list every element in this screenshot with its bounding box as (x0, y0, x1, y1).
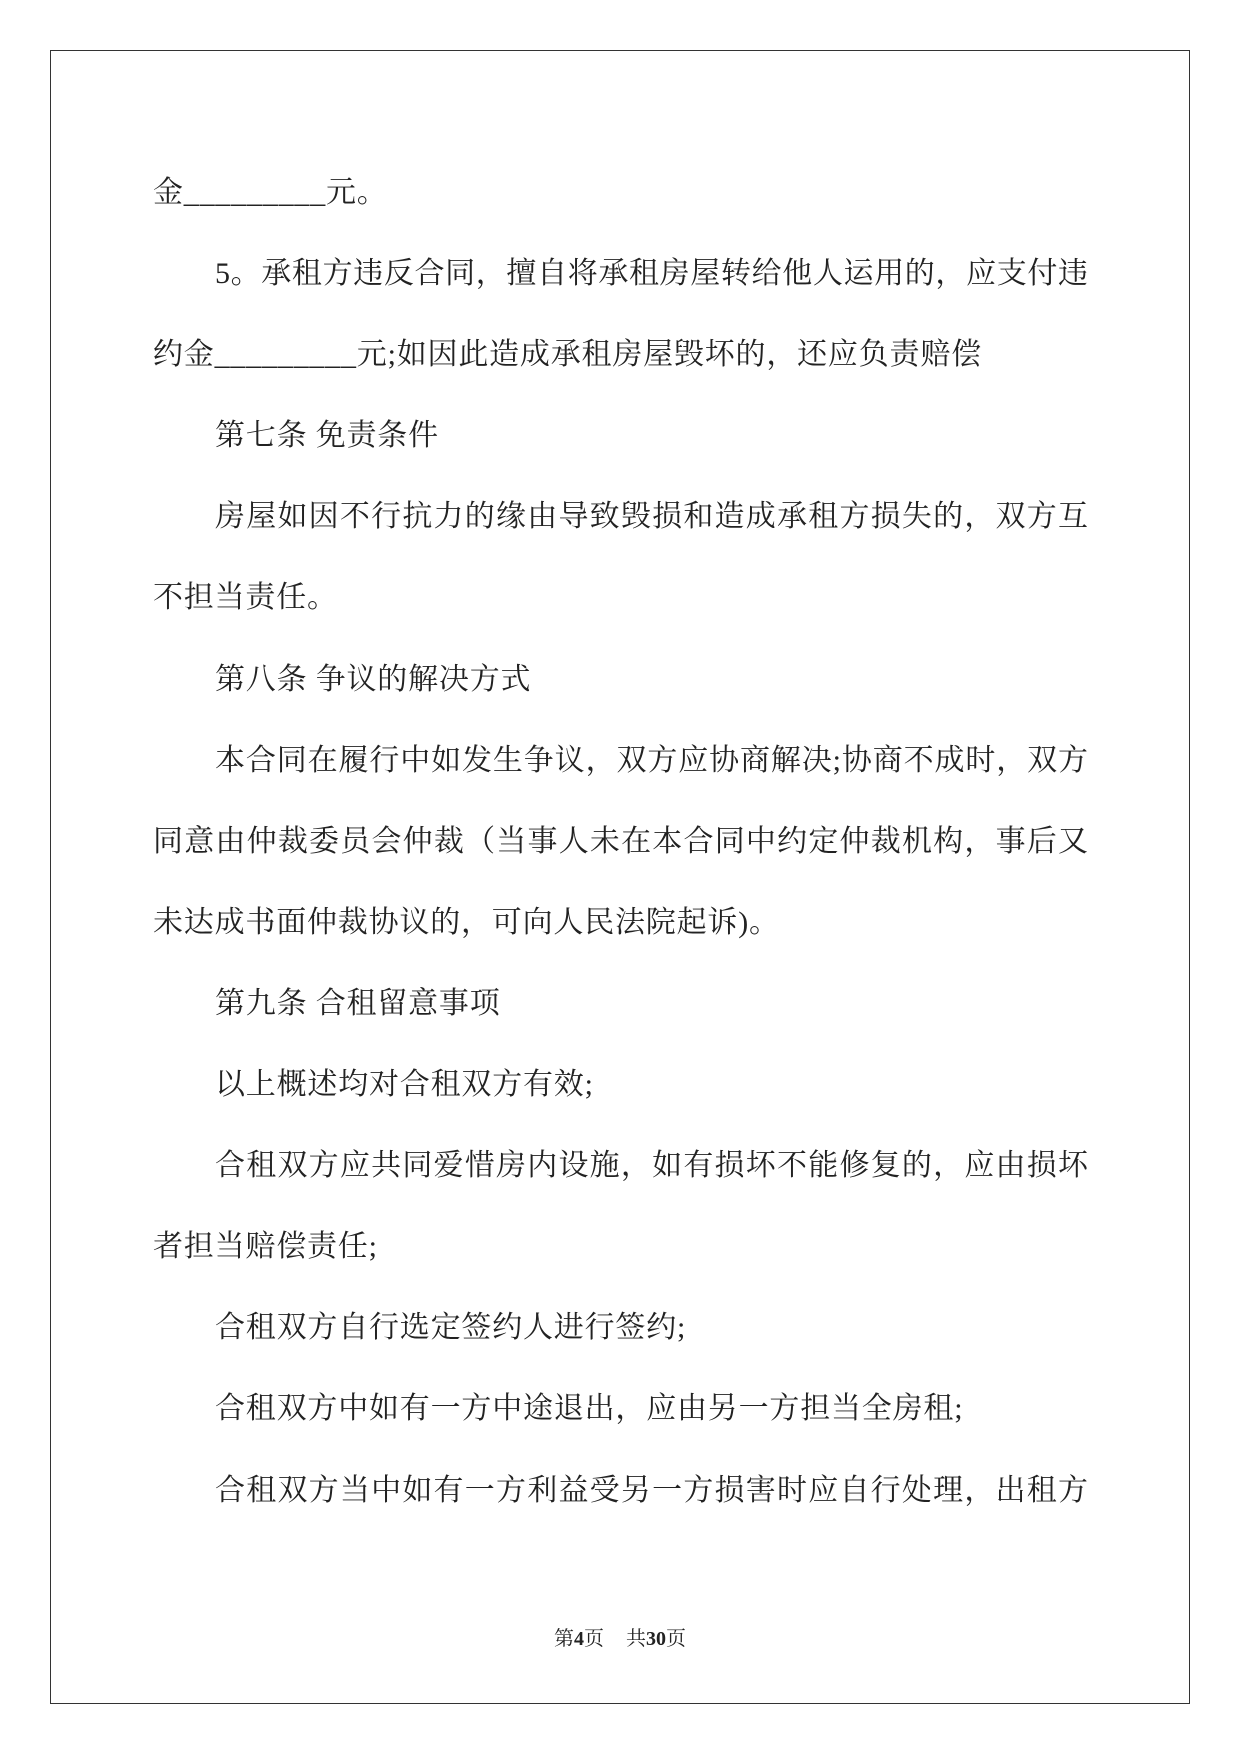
paragraph-line: 金_________元。 (153, 176, 388, 209)
total-pages: 30 (646, 1628, 666, 1650)
paragraph-line: 房屋如因不行抗力的缘由导致毁损和造成承租方损失的，双方互 (215, 500, 1088, 534)
total-prefix: 共 (626, 1628, 646, 1650)
paragraph-line: 者担当赔偿责任; (153, 1230, 378, 1264)
paragraph-line: 5。承租方违反合同，擅自将承租房屋转给他人运用的，应支付违 (215, 257, 1088, 291)
paragraph-line: 同意由仲裁委员会仲裁（当事人未在本合同中约定仲裁机构，事后又 (153, 824, 1088, 858)
page-number: 4 (574, 1628, 584, 1650)
paragraph-line: 合租双方自行选定签约人进行签约; (215, 1311, 687, 1345)
page-prefix: 第 (554, 1628, 574, 1650)
paragraph-line: 合租双方中如有一方中途退出，应由另一方担当全房租; (215, 1392, 964, 1426)
paragraph-line: 约金_________元;如因此造成承租房屋毁坏的，还应负责赔偿 (153, 338, 982, 372)
page-footer (50, 1626, 1190, 1652)
section-heading: 第七条 免责条件 (215, 419, 439, 453)
paragraph-line: 合租双方当中如有一方利益受另一方损害时应自行处理，出租方 (215, 1473, 1088, 1507)
page-suffix: 页 (584, 1628, 604, 1650)
paragraph-line: 本合同在履行中如发生争议，双方应协商解决;协商不成时，双方 (215, 743, 1088, 777)
document-body (153, 152, 1088, 1531)
total-suffix: 页 (666, 1628, 686, 1650)
paragraph-line: 合租双方应共同爱惜房内设施，如有损坏不能修复的，应由损坏 (215, 1149, 1088, 1183)
paragraph-line: 以上概述均对合租双方有效; (215, 1068, 594, 1102)
paragraph-line: 不担当责任。 (153, 581, 338, 615)
section-heading: 第八条 争议的解决方式 (215, 662, 532, 696)
paragraph-line: 未达成书面仲裁协议的，可向人民法院起诉)。 (153, 905, 780, 939)
section-heading: 第九条 合租留意事项 (215, 986, 501, 1020)
